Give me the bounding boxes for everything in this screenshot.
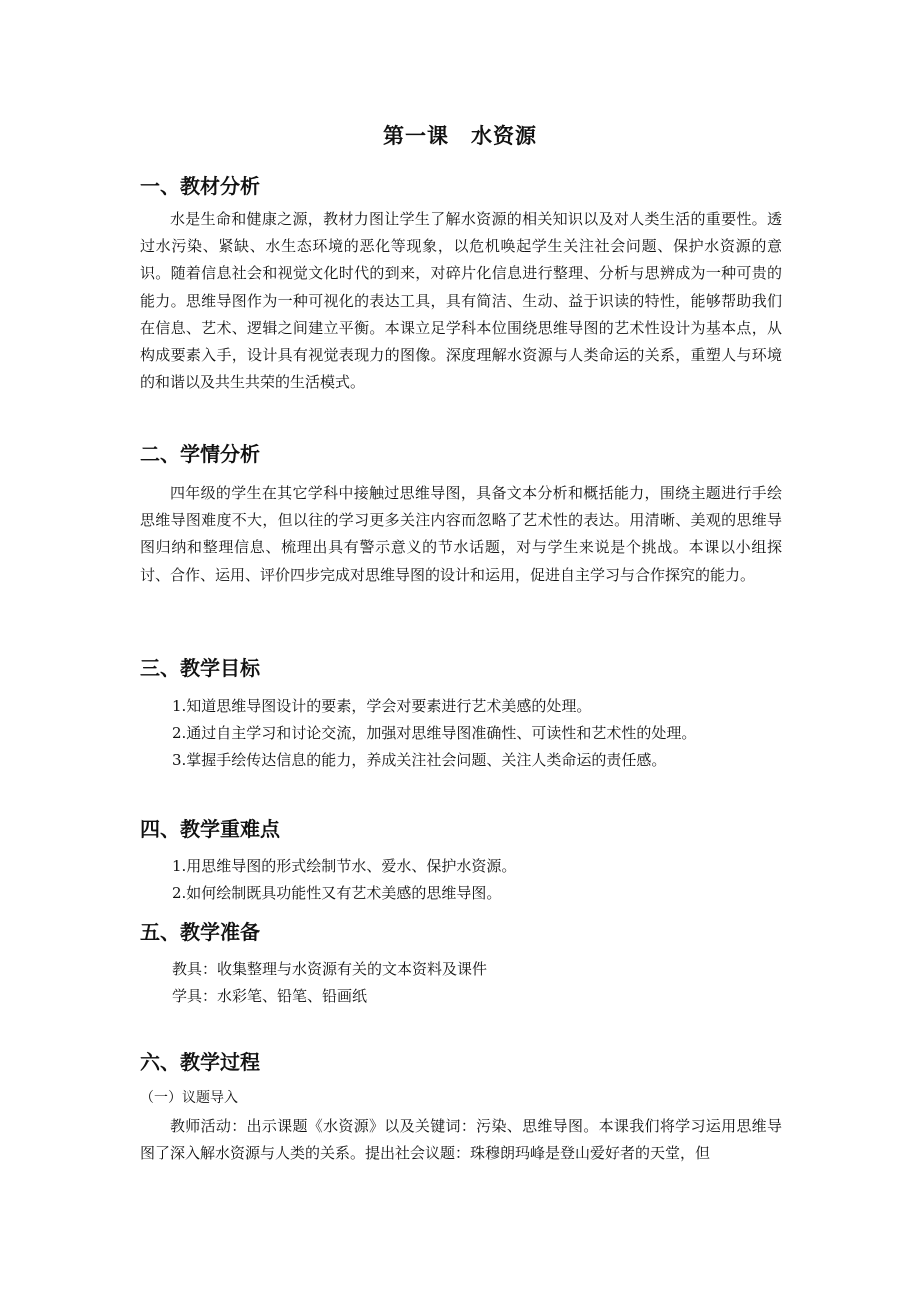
goal-item: 2.通过自主学习和讨论交流，加强对思维导图准确性、可读性和艺术性的处理。 [172, 724, 697, 742]
section-heading-teaching-process: 六、教学过程 [140, 1050, 260, 1074]
goal-item: 3.掌握手绘传达信息的能力，养成关注社会问题、关注人类命运的责任感。 [172, 751, 667, 769]
section-heading-key-difficulties: 四、教学重难点 [140, 817, 280, 841]
section-paragraph-teacher-activity: 教师活动：出示课题《水资源》以及关键词：污染、思维导图。本课我们将学习运用思维导图了深入解水资源与人类的关系。提出社会议题：珠穆朗玛峰是登山爱好者的天堂，但 [140, 1117, 782, 1163]
document-title: 第一课 水资源 [383, 123, 537, 148]
section-paragraph-textbook-analysis: 水是生命和健康之源，教材力图让学生了解水资源的相关知识以及对人类生活的重要性。透过水污染、紧缺、水生态环境的恶化等现象，以危机唤起学生关注社会问题、保护水资源的意识。随着信息社会和视觉文化时代的到来，对碎片化信息进行整理、分析与思辨成为一种可贵的能力。思维导图作为一种可视化的表达工具，具有简洁、生动、益于识读的特性，能够帮助我们在信息、艺术、逻辑之间建立平衡。本课立足学科本位围绕思维导图的艺术性设计为基本点，从构成要素入手，设计具有视觉表现力的图像。深度理解水资源与人类命运的关系，重塑人与环境的和谐以及共生共荣的生活模式。 [140, 210, 782, 392]
subsection-heading-topic-intro: （一）议题导入 [140, 1090, 238, 1106]
difficulty-item: 2.如何绘制既具功能性又有艺术美感的思维导图。 [172, 884, 502, 902]
section-paragraph-learner-analysis: 四年级的学生在其它学科中接触过思维导图，具备文本分析和概括能力，围绕主题进行手绘思维导图难度不大，但以往的学习更多关注内容而忽略了艺术性的表达。用清晰、美观的思维导图归纳和整理信息、梳理出具有警示意义的节水话题，对与学生来说是个挑战。本课以小组探讨、合作、运用、评价四步完成对思维导图的设计和运用，促进自主学习与合作探究的能力。 [140, 484, 782, 584]
preparation-item: 教具：收集整理与水资源有关的文本资料及课件 [172, 960, 488, 978]
section-heading-teaching-preparation: 五、教学准备 [140, 920, 260, 944]
preparation-item: 学具：水彩笔、铅笔、铅画纸 [172, 987, 368, 1005]
difficulty-item: 1.用思维导图的形式绘制节水、爱水、保护水资源。 [172, 857, 517, 875]
section-heading-textbook-analysis: 一、教材分析 [140, 174, 260, 198]
goal-item: 1.知道思维导图设计的要素，学会对要素进行艺术美感的处理。 [172, 697, 592, 715]
section-heading-teaching-goals: 三、教学目标 [140, 656, 260, 680]
section-heading-learner-analysis: 二、学情分析 [140, 442, 260, 466]
